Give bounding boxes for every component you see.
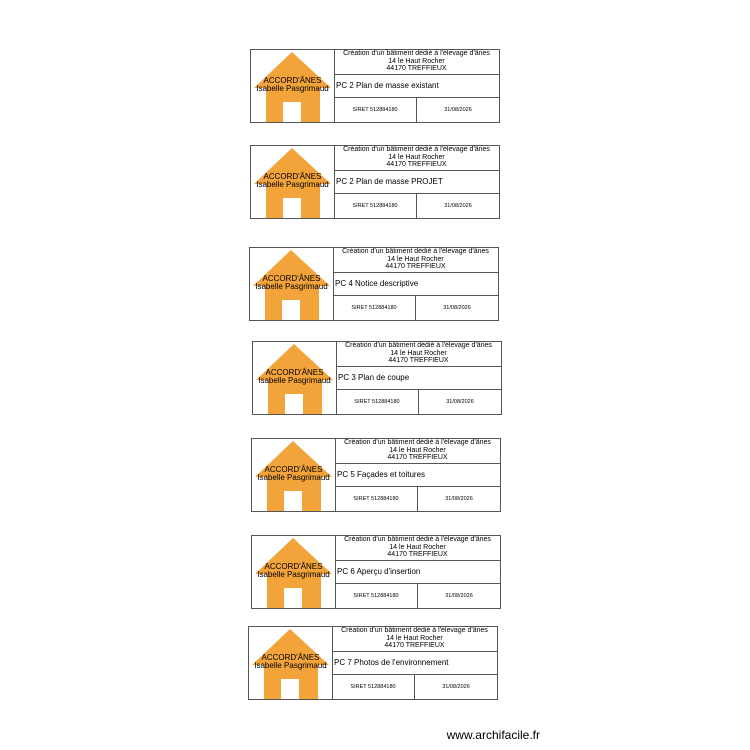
logo-text xyxy=(251,77,334,93)
project-address xyxy=(335,536,500,561)
document-date: 31/08/2026 xyxy=(444,107,472,113)
document-title: PC 3 Plan de coupe xyxy=(336,366,501,390)
document-date: 31/08/2026 xyxy=(442,684,470,690)
logo xyxy=(250,248,334,320)
project-title: Création d'un bâtiment dédié à l'élevage d'ânes xyxy=(342,248,489,255)
logo-owner-name: Isabelle Pasgrimaud xyxy=(257,473,330,482)
logo-brand-name: ACCORD'ÂNES xyxy=(264,562,323,571)
address-city: 44170 TREFFIEUX xyxy=(386,65,447,73)
info-panel xyxy=(334,50,499,122)
logo-owner-name: Isabelle Pasgrimaud xyxy=(256,84,329,93)
logo-owner-name: Isabelle Pasgrimaud xyxy=(258,376,331,385)
info-panel xyxy=(333,248,498,320)
address-street: 14 le Haut Rocher xyxy=(390,349,447,357)
document-date: 31/08/2026 xyxy=(443,305,471,311)
logo xyxy=(249,627,333,699)
document-title: PC 7 Photos de l'environnement xyxy=(332,651,497,675)
document-title: PC 6 Aperçu d'insertion xyxy=(335,560,500,584)
project-title: Création d'un bâtiment dédié à l'élevage d'ânes xyxy=(344,439,491,446)
logo-text xyxy=(252,466,335,482)
title-block xyxy=(248,626,498,700)
siret-number: SIRET 512884180 xyxy=(335,487,418,511)
document-date: 31/08/2026 xyxy=(445,496,473,502)
logo xyxy=(251,50,335,122)
logo-owner-name: Isabelle Pasgrimaud xyxy=(257,570,330,579)
document-title: PC 2 Plan de masse PROJET xyxy=(334,170,499,194)
logo-text xyxy=(251,173,334,189)
info-panel xyxy=(336,342,501,414)
title-block xyxy=(251,535,501,609)
project-address xyxy=(334,146,499,171)
address-city: 44170 TREFFIEUX xyxy=(384,642,445,650)
logo-text xyxy=(249,654,332,670)
project-title: Création d'un bâtiment dédié à l'élevage d'ânes xyxy=(343,50,490,57)
watermark: www.archifacile.fr xyxy=(446,728,540,742)
logo-owner-name: Isabelle Pasgrimaud xyxy=(255,282,328,291)
document-date: 31/08/2026 xyxy=(446,399,474,405)
logo-brand-name: ACCORD'ÂNES xyxy=(261,653,320,662)
address-street: 14 le Haut Rocher xyxy=(389,543,446,551)
project-address xyxy=(334,50,499,75)
block-footer xyxy=(334,194,499,218)
document-title: PC 5 Façades et toitures xyxy=(335,463,500,487)
logo-brand-name: ACCORD'ÂNES xyxy=(262,274,321,283)
logo-brand-name: ACCORD'ÂNES xyxy=(263,172,322,181)
project-title: Création d'un bâtiment dédié à l'élevage d'ânes xyxy=(345,342,492,349)
project-address xyxy=(335,439,500,464)
address-street: 14 le Haut Rocher xyxy=(389,446,446,454)
info-panel xyxy=(335,439,500,511)
block-footer xyxy=(334,98,499,122)
address-street: 14 le Haut Rocher xyxy=(387,255,444,263)
address-street: 14 le Haut Rocher xyxy=(388,57,445,65)
title-block xyxy=(250,49,500,123)
address-city: 44170 TREFFIEUX xyxy=(387,454,448,462)
project-title: Création d'un bâtiment dédié à l'élevage d'ânes xyxy=(343,146,490,153)
siret-number: SIRET 512884180 xyxy=(333,296,416,320)
document-title: PC 4 Notice descriptive xyxy=(333,272,498,296)
logo-text xyxy=(250,275,333,291)
logo-owner-name: Isabelle Pasgrimaud xyxy=(256,180,329,189)
siret-number: SIRET 512884180 xyxy=(334,194,417,218)
logo-brand-name: ACCORD'ÂNES xyxy=(264,465,323,474)
title-block xyxy=(249,247,499,321)
logo xyxy=(253,342,337,414)
block-footer xyxy=(332,675,497,699)
address-street: 14 le Haut Rocher xyxy=(386,634,443,642)
project-address xyxy=(332,627,497,652)
address-city: 44170 TREFFIEUX xyxy=(387,551,448,559)
info-panel xyxy=(334,146,499,218)
address-city: 44170 TREFFIEUX xyxy=(385,263,446,271)
logo-owner-name: Isabelle Pasgrimaud xyxy=(254,661,327,670)
block-footer xyxy=(335,584,500,608)
title-block xyxy=(251,438,501,512)
info-panel xyxy=(335,536,500,608)
siret-number: SIRET 512884180 xyxy=(334,98,417,122)
logo xyxy=(251,146,335,218)
siret-number: SIRET 512884180 xyxy=(332,675,415,699)
title-block xyxy=(252,341,502,415)
siret-number: SIRET 512884180 xyxy=(336,390,419,414)
info-panel xyxy=(332,627,497,699)
document-title: PC 2 Plan de masse existant xyxy=(334,74,499,98)
address-street: 14 le Haut Rocher xyxy=(388,153,445,161)
logo xyxy=(252,439,336,511)
logo-brand-name: ACCORD'ÂNES xyxy=(263,76,322,85)
project-address xyxy=(333,248,498,273)
project-title: Création d'un bâtiment dédié à l'élevage d'ânes xyxy=(344,536,491,543)
logo-text xyxy=(252,563,335,579)
document-date: 31/08/2026 xyxy=(445,593,473,599)
address-city: 44170 TREFFIEUX xyxy=(386,161,447,169)
logo xyxy=(252,536,336,608)
project-address xyxy=(336,342,501,367)
block-footer xyxy=(336,390,501,414)
siret-number: SIRET 512884180 xyxy=(335,584,418,608)
address-city: 44170 TREFFIEUX xyxy=(388,357,449,365)
logo-text xyxy=(253,369,336,385)
block-footer xyxy=(333,296,498,320)
project-title: Création d'un bâtiment dédié à l'élevage d'ânes xyxy=(341,627,488,634)
title-block xyxy=(250,145,500,219)
block-footer xyxy=(335,487,500,511)
logo-brand-name: ACCORD'ÂNES xyxy=(265,368,324,377)
document-date: 31/08/2026 xyxy=(444,203,472,209)
